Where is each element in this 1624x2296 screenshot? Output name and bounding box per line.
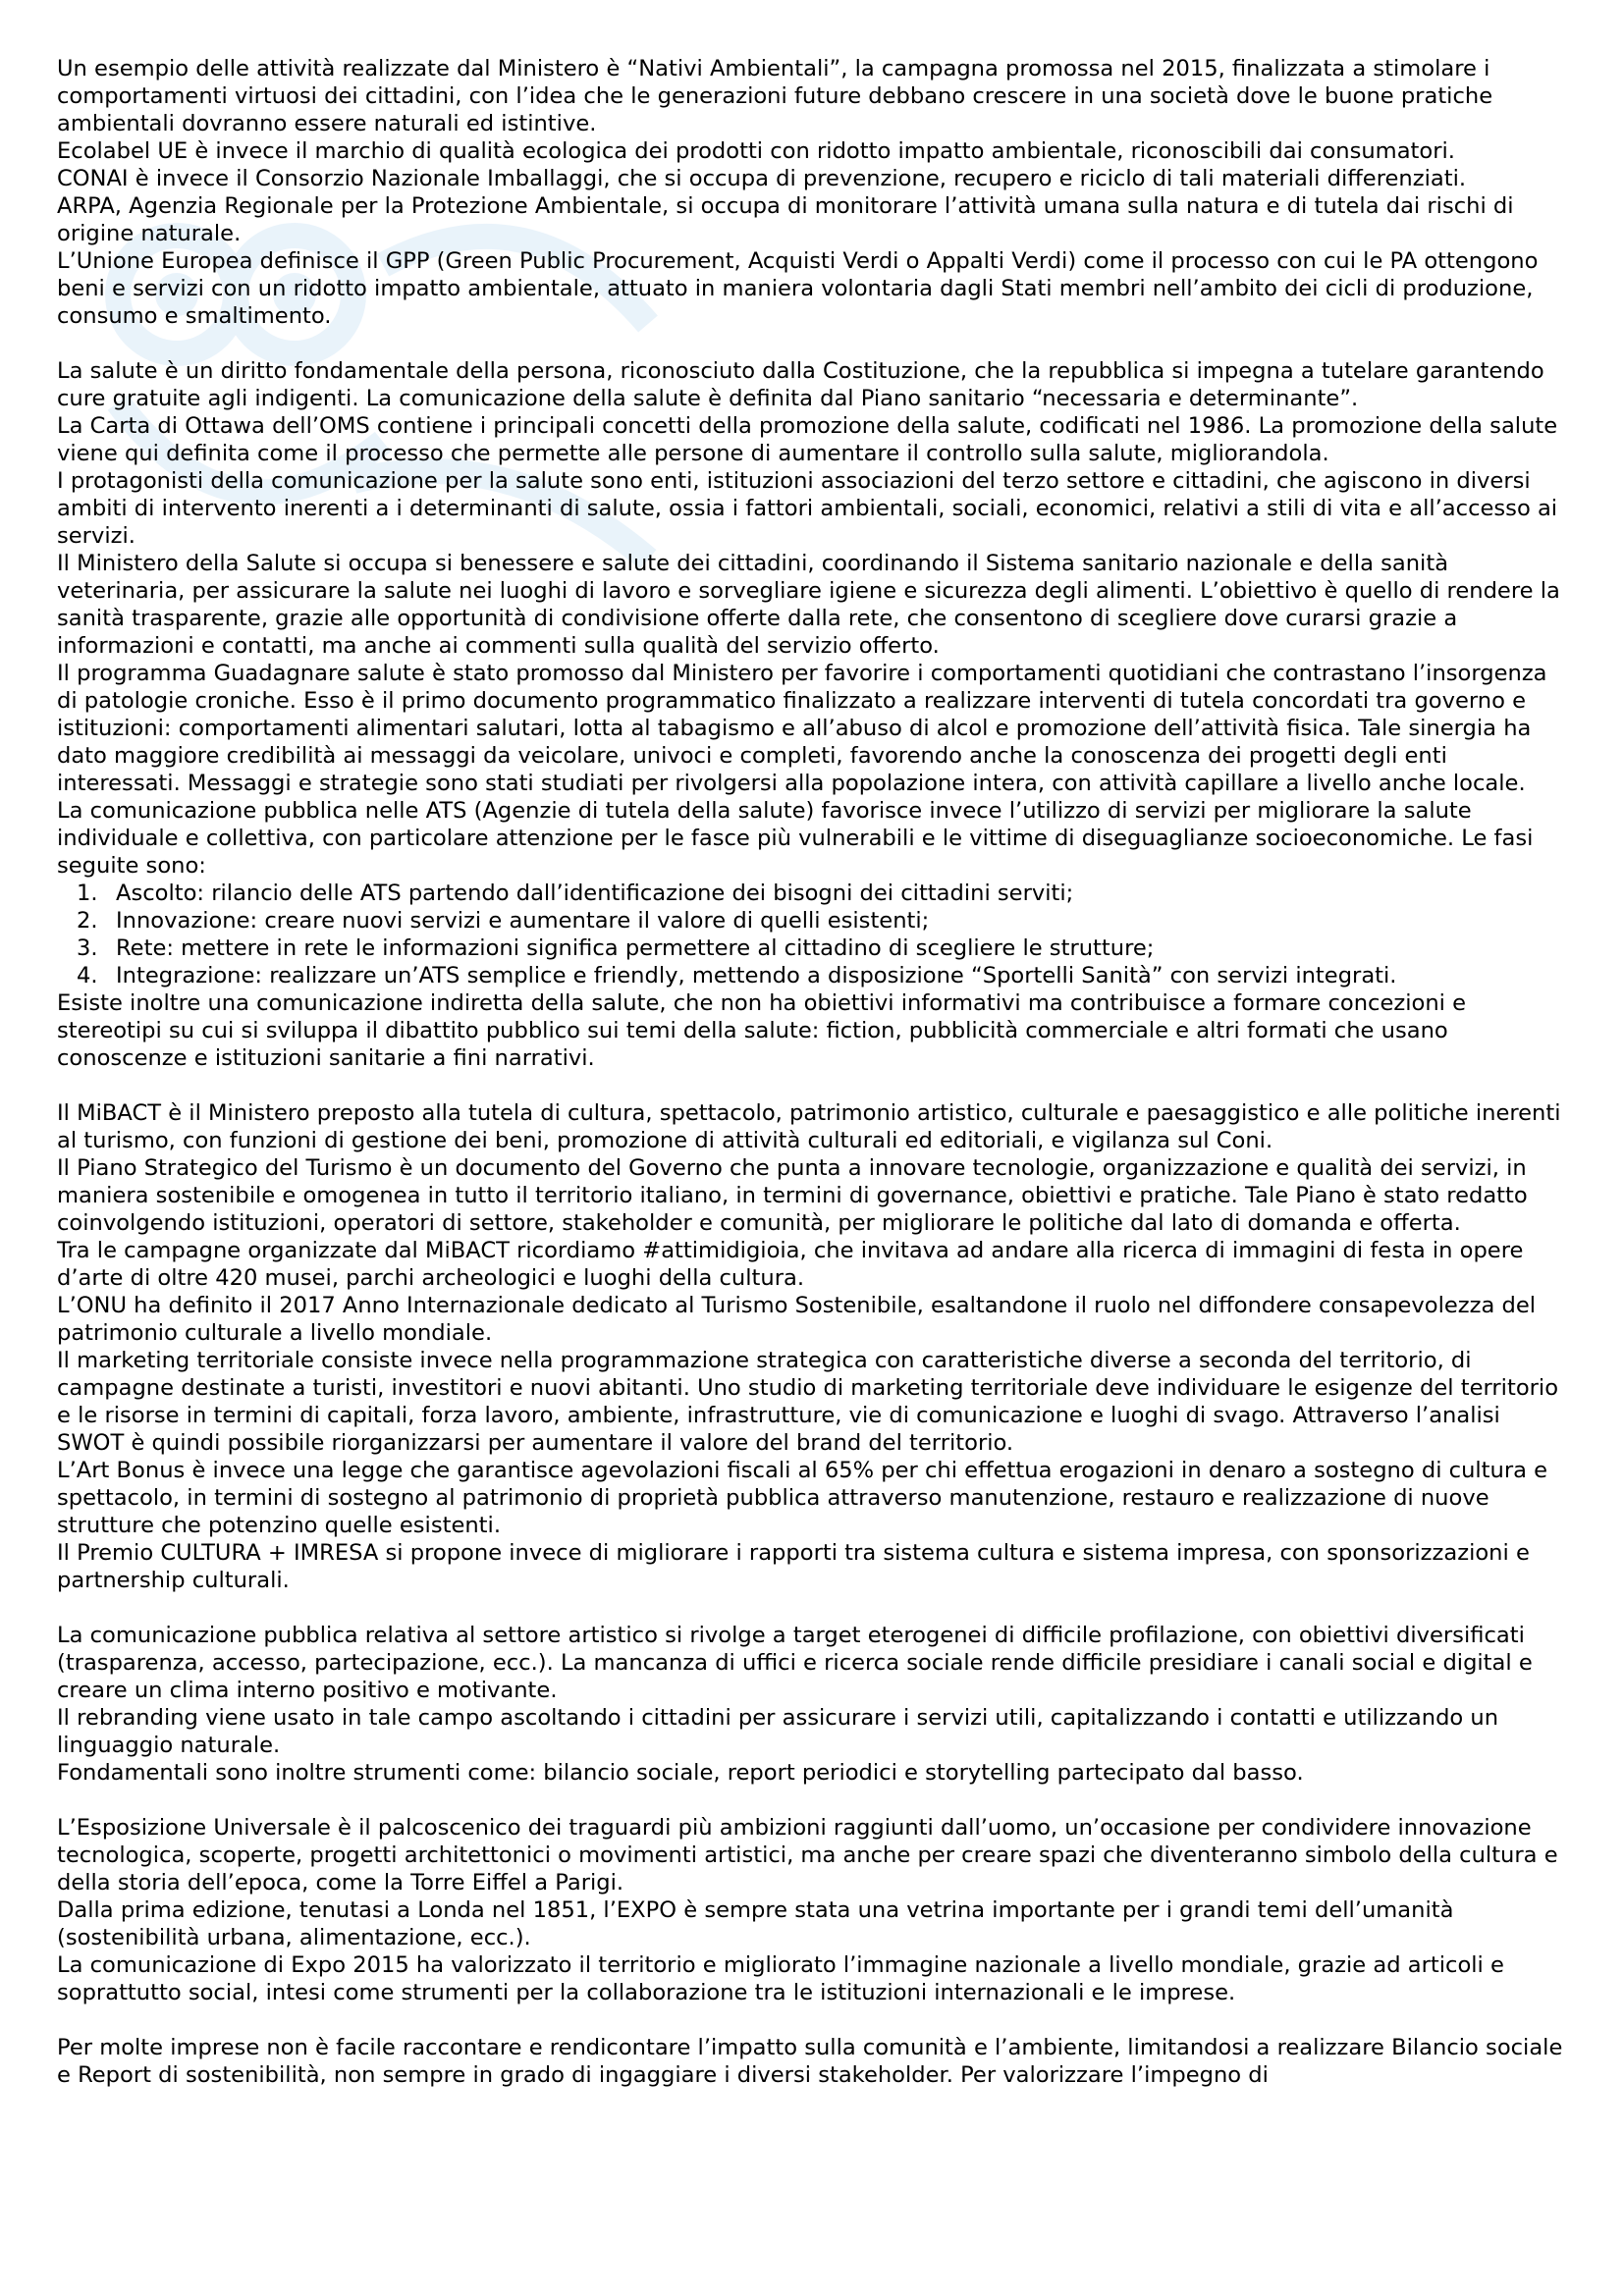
ats-phases-list (57, 880, 1569, 989)
section-arts (57, 1622, 1569, 1787)
section-culture (57, 1099, 1569, 1594)
section-health (57, 357, 1569, 1072)
paragraph-comunicazione-indiretta: Esiste inoltre una comunicazione indiretta della salute, che non ha obiettivi informativi ma contribuisce a formare concezioni e stereotipi su cui si sviluppa il dibattito pubblico sui temi della salute: fiction, pubblicità commerciale e altri formati che usano conoscenze e istituzioni sanitarie a fini narrativi. (57, 990, 1467, 1071)
paragraph-carta-ottawa: La Carta di Ottawa dell’OMS contiene i principali concetti della promozione della salute, codificati nel 1986. La promozione della salute viene qui definita come il processo che permette alle persone di aumentare il controllo sulla salute, migliorandola. (57, 413, 1558, 466)
paragraph-expo-2015: La comunicazione di Expo 2015 ha valorizzato il territorio e migliorato l’immagine nazionale a livello mondiale, grazie ad articoli e soprattutto social, intesi come strumenti per la collaborazione tra le istituzioni internazionali e le imprese. (57, 1952, 1504, 2005)
section-environment (57, 55, 1569, 330)
section-expo (57, 1814, 1569, 2006)
paragraph-attimidigioia: Tra le campagne organizzate dal MiBACT ricordiamo #attimidigioia, che invitava ad andare alla ricerca di immagini di festa in opere d’arte di oltre 420 musei, parchi archeologici e luoghi della cultura. (57, 1238, 1524, 1291)
paragraph-premio-cultura-impresa: Il Premio CULTURA + IMRESA si propone invece di migliorare i rapporti tra sistema cultura e sistema impresa, con sponsorizzazioni e partnership culturali. (57, 1540, 1530, 1593)
document-page (57, 55, 1569, 2089)
paragraph-piano-turismo: Il Piano Strategico del Turismo è un documento del Governo che punta a innovare tecnologie, organizzazione e qualità dei servizi, in maniera sostenibile e omogenea in tutto il territorio italiano, in termini di governance, obiettivi e pratiche. Tale Piano è stato redatto coinvolgendo istituzioni, operatori di settore, stakeholder e comunità, per migliorare le politiche dal lato di domanda e offerta. (57, 1155, 1528, 1236)
paragraph-strumenti: Fondamentali sono inoltre strumenti come: bilancio sociale, report periodici e storytelling partecipato dal basso. (57, 1760, 1304, 1786)
paragraph-imprese-impatto: Per molte imprese non è facile raccontare e rendicontare l’impatto sulla comunità e l’ambiente, limitandosi a realizzare Bilancio sociale e Report di sostenibilità, non sempre in grado di ingaggiare i diversi stakeholder. Per valorizzare l’impegno di (57, 2035, 1563, 2088)
paragraph-rebranding: Il rebranding viene usato in tale campo ascoltando i cittadini per assicurare i servizi utili, capitalizzando i contatti e utilizzando un linguaggio naturale. (57, 1705, 1499, 1758)
paragraph-mibact: Il MiBACT è il Ministero preposto alla tutela di cultura, spettacolo, patrimonio artistico, culturale e paesaggistico e alle politiche inerenti al turismo, con funzioni di gestione dei beni, promozione di attività culturali ed editoriali, e vigilanza sul Coni. (57, 1100, 1561, 1153)
paragraph-ministero-salute: Il Ministero della Salute si occupa si benessere e salute dei cittadini, coordinando il Sistema sanitario nazionale e della sanità veterinaria, per assicurare la salute nei luoghi di lavoro e sorvegliare igiene e sicurezza degli alimenti. L’obiettivo è quello di rendere la sanità trasparente, grazie alle opportunità di condivisione offerte dalla rete, che consentono di scegliere dove curarsi grazie a informazioni e contatti, ma anche ai commenti sulla qualità del servizio offerto. (57, 551, 1560, 659)
paragraph-settore-artistico: La comunicazione pubblica relativa al settore artistico si rivolge a target eterogenei di difficile profilazione, con obiettivi diversificati (trasparenza, accesso, partecipazione, ecc.). La mancanza di uffici e ricerca sociale rende difficile presidiare i canali social e digital e creare un clima interno positivo e motivante. (57, 1623, 1533, 1703)
paragraph-prima-edizione: Dalla prima edizione, tenutasi a Londa nel 1851, l’EXPO è sempre stata una vetrina importante per i grandi temi dell’umanità (sostenibilità urbana, alimentazione, ecc.). (57, 1897, 1454, 1950)
paragraph-guadagnare-salute: Il programma Guadagnare salute è stato promosso dal Ministero per favorire i comportamenti quotidiani che contrastano l’insorgenza di patologie croniche. Esso è il primo documento programmatico finalizzato a realizzare interventi di tutela concordati tra governo e istituzioni: comportamenti alimentari salutari, lotta al tabagismo e all’abuso di alcol e promozione dell’attività fisica. Tale sinergia ha dato maggiore credibilità ai messaggi da veicolare, univoci e completi, favorendo anche la conoscenza dei progetti degli enti interessati. Messaggi e strategie sono stati studiati per rivolgersi alla popolazione intera, con attività capillare a livello anche locale. (57, 661, 1547, 796)
list-item: Innovazione: creare nuovi servizi e aumentare il valore di quelli esistenti; (116, 908, 930, 934)
paragraph-conai: CONAI è invece il Consorzio Nazionale Imballaggi, che si occupa di prevenzione, recupero e riciclo di tali materiali differenziati. (57, 166, 1467, 191)
paragraph-marketing-territoriale: Il marketing territoriale consiste invece nella programmazione strategica con caratteristiche diverse a seconda del territorio, di campagne destinate a turisti, investitori e nuovi abitanti. Uno studio di marketing territoriale deve individuare le esigenze del territorio e le risorse in termini di capitali, forza lavoro, ambiente, infrastrutture, vie di comunicazione e luoghi di svago. Attraverso l’analisi SWOT è quindi possibile riorganizzarsi per aumentare il valore del brand del territorio. (57, 1348, 1559, 1456)
list-item: Rete: mettere in rete le informazioni significa permettere al cittadino di scegliere le strutture; (116, 935, 1155, 961)
section-gap (57, 330, 1569, 357)
paragraph-onu-2017: L’ONU ha definito il 2017 Anno Internazionale dedicato al Turismo Sostenibile, esaltandone il ruolo nel diffondere consapevolezza del patrimonio culturale a livello mondiale. (57, 1293, 1537, 1346)
list-item: Ascolto: rilancio delle ATS partendo dall’identificazione dei bisogni dei cittadini serviti; (116, 881, 1074, 906)
paragraph-arpa: ARPA, Agenzia Regionale per la Protezione Ambientale, si occupa di monitorare l’attività umana sulla natura e di tutela dai rischi di origine naturale. (57, 193, 1514, 246)
paragraph-esposizione-universale: L’Esposizione Universale è il palcoscenico dei traguardi più ambizioni raggiunti dall’uomo, un’occasione per condividere innovazione tecnologica, scoperte, progetti architettonici o movimenti artistici, ma anche per creare spazi che diventeranno simbolo della cultura e della storia dell’epoca, come la Torre Eiffel a Parigi. (57, 1815, 1558, 1896)
paragraph-ats: La comunicazione pubblica nelle ATS (Agenzie di tutela della salute) favorisce invece l’utilizzo di servizi per migliorare la salute individuale e collettiva, con particolare attenzione per le fasce più vulnerabili e le vittime di diseguaglianze socioeconomiche. Le fasi seguite sono: (57, 798, 1534, 879)
paragraph-ecolabel: Ecolabel UE è invece il marchio di qualità ecologica dei prodotti con ridotto impatto ambientale, riconoscibili dai consumatori. (57, 138, 1455, 164)
section-gap (57, 2006, 1569, 2034)
list-item: Integrazione: realizzare un’ATS semplice e friendly, mettendo a disposizione “Sportelli Sanità” con servizi integrati. (116, 963, 1397, 988)
paragraph-salute-diritto: La salute è un diritto fondamentale della persona, riconosciuto dalla Costituzione, che la repubblica si impegna a tutelare garantendo cure gratuite agli indigenti. La comunicazione della salute è definita dal Piano sanitario “necessaria e determinante”. (57, 358, 1544, 411)
paragraph-gpp: L’Unione Europea definisce il GPP (Green Public Procurement, Acquisti Verdi o Appalti Verdi) come il processo con cui le PA ottengono beni e servizi con un ridotto impatto ambientale, attuato in maniera volontaria dagli Stati membri nell’ambito dei cicli di produzione, consumo e smaltimento. (57, 248, 1539, 329)
section-business (57, 2034, 1569, 2089)
section-gap (57, 1072, 1569, 1099)
paragraph-protagonisti: I protagonisti della comunicazione per la salute sono enti, istituzioni associazioni del terzo settore e cittadini, che agiscono in diversi ambiti di intervento inerenti a i determinanti di salute, ossia i fattori ambientali, sociali, economici, relativi a stili di vita e all’accesso ai servizi. (57, 468, 1558, 549)
section-gap (57, 1594, 1569, 1622)
paragraph-art-bonus: L’Art Bonus è invece una legge che garantisce agevolazioni fiscali al 65% per chi effettua erogazioni in denaro a sostegno di cultura e spettacolo, in termini di sostegno al patrimonio di proprietà pubblica attraverso manutenzione, restauro e realizzazione di nuove strutture che potenzino quelle esistenti. (57, 1458, 1548, 1538)
section-gap (57, 1787, 1569, 1814)
paragraph-nativi-ambientali: Un esempio delle attività realizzate dal Ministero è “Nativi Ambientali”, la campagna promossa nel 2015, finalizzata a stimolare i comportamenti virtuosi dei cittadini, con l’idea che le generazioni future debbano crescere in una società dove le buone pratiche ambientali dovranno essere naturali ed istintive. (57, 56, 1493, 136)
